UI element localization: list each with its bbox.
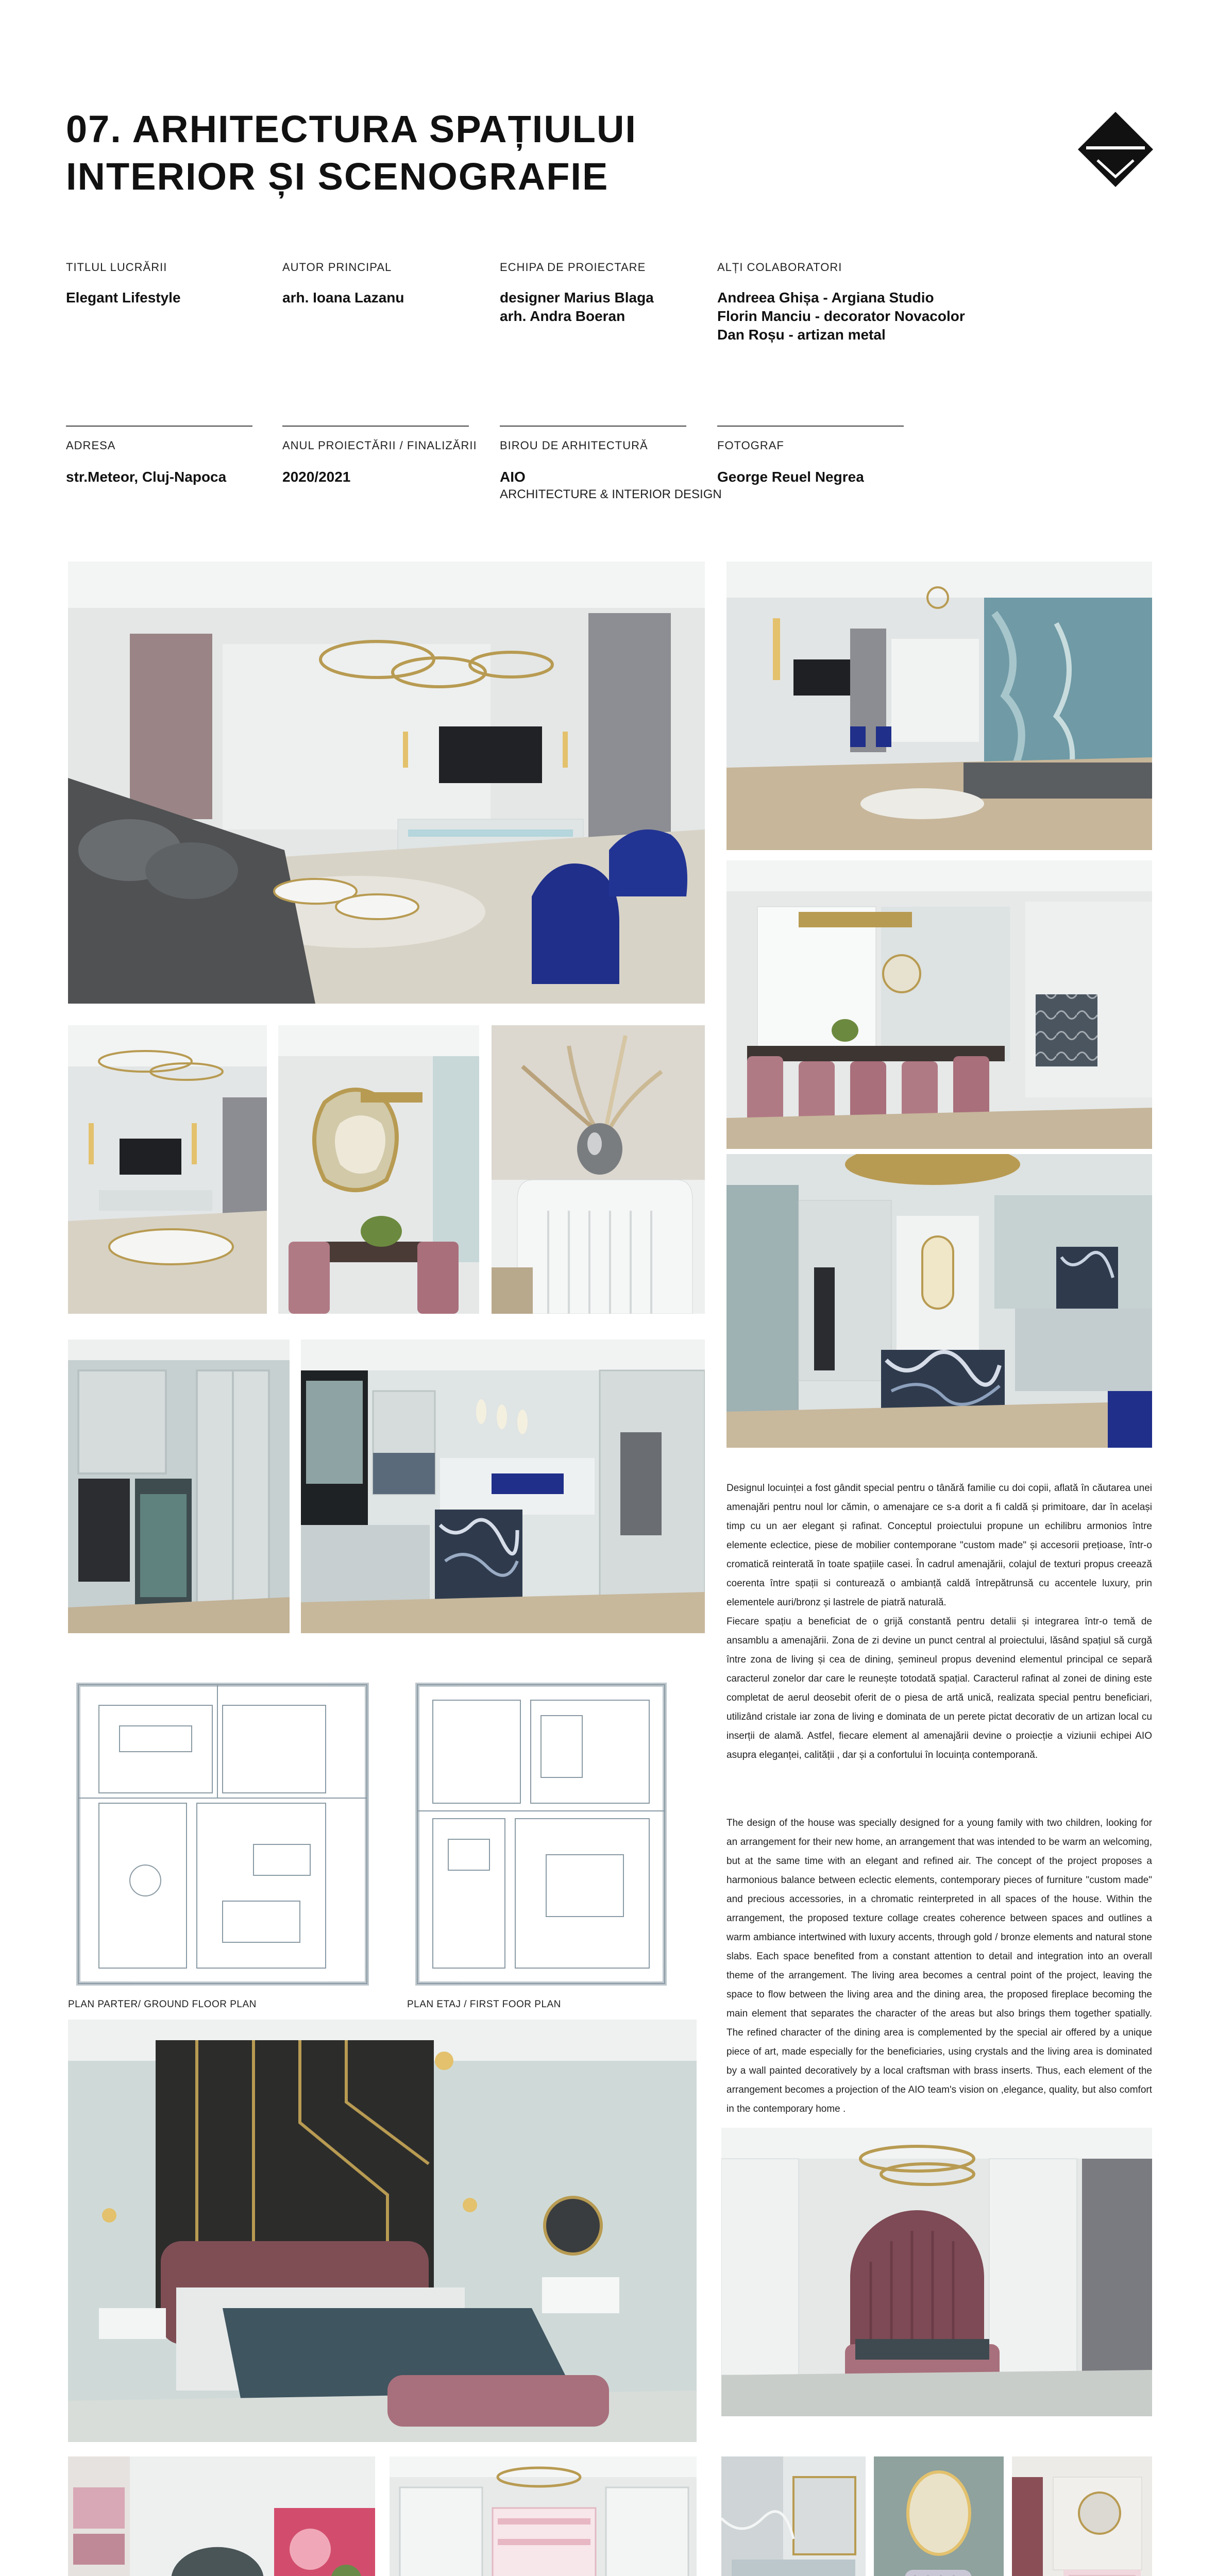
echipa-value-1: designer Marius Blaga xyxy=(500,290,654,306)
birou-value: AIO xyxy=(500,469,526,485)
ground-floor-plan xyxy=(68,1674,377,1994)
photo-kitchen-island xyxy=(726,1154,1152,1448)
birou-sub: ARCHITECTURE & INTERIOR DESIGN xyxy=(500,487,722,501)
photo-kitchen-cabinets xyxy=(68,1340,290,1633)
first-floor-plan-label: PLAN ETAJ / FIRST FOOR PLAN xyxy=(407,1999,561,2010)
description-en-paragraph: The design of the house was specially designed for a young family with two children, looking for an arrangement for their new home, an arrangement that was intended to be warm an welcoming, but at the same time with an elegant and refined air. The concept of the project proposes a harmonious balance between eclectic elements, contemporary pieces of furniture "custom made" and precious accessories, in a chromatic reinterpreted in all spaces of the house. Within the arrangement, the proposed texture collage creates coherence between spaces and outlines a warm ambiance intertwined with luxury accents, through gold / bronze elements and natural stone slabs. Each space benefited from a constant attention to detail and integration into an overall theme of the arrangement. The living area becomes a central point of the project, leaving the space to flow between the living area and the dining area, the proposed fireplace becoming the main element that separates the character of the areas but also brings them together spatially. The refined character of the dining area is complemented by the special air offered by a unique piece of art, made especially for the beneficiaries, using crystals and the living area is dominated by a wall painted decoratively by a local craftsman with brass inserts. Thus, each element of the arrangement becomes a projection of the AIO team's vision on ,elegance, quality, but also comfort in the contemporary home . xyxy=(726,1818,1152,2114)
divider xyxy=(282,426,469,427)
divider xyxy=(717,426,904,427)
echipa-label: ECHIPA DE PROIECTARE xyxy=(500,261,646,274)
photo-arch-bed xyxy=(721,2128,1152,2416)
colab-value-1: Andreea Ghișa - Argiana Studio xyxy=(717,290,934,306)
ground-floor-plan-label: PLAN PARTER/ GROUND FLOOR PLAN xyxy=(68,1999,257,2010)
titlu-label: TITLUL LUCRĂRII xyxy=(66,261,167,274)
photo-kitchen-wide xyxy=(301,1340,705,1633)
description-en xyxy=(726,1814,1152,2119)
colab-value-3: Dan Roșu - artizan metal xyxy=(717,327,886,343)
page-title xyxy=(66,106,942,200)
photo-dining xyxy=(726,860,1152,1149)
colab-value-2: Florin Manciu - decorator Novacolor xyxy=(717,308,965,324)
an-value: 2020/2021 xyxy=(282,469,351,485)
an-label: ANUL PROIECTĂRII / FINALIZĂRII xyxy=(282,439,477,452)
adresa-label: ADRESA xyxy=(66,439,116,452)
diamond-logo-icon xyxy=(1077,111,1154,188)
photo-master-bedroom xyxy=(68,2020,697,2442)
birou-label: BIROU DE ARHITECTURĂ xyxy=(500,439,648,452)
echipa-value-2: arh. Andra Boeran xyxy=(500,308,626,324)
description-ro-paragraph-2: Fiecare spațiu a beneficiat de o grijă constantă pentru detalii și integrarea într-o temă de ansamblu a amenajării. Zona de zi devine un punct central al proiectului, lăsând spațiul să curgă între zona de living și cea de dining, șemineul propus devenind elementul principal ce separă caracterul zonelor dar care le reunește totodată spațial. Caracterul rafinat al zonei de dining este completat de aerul deosebit oferit de o piesa de artă unică, realizata special pentru beneficiari, utilizând cristale iar zona de living e dominata de un perete pictat decorativ de un artizan local cu inserții de alamă. Astfel, fiecare element al amenajării devine o proiecție a viziunii echipei AIO asupra eleganței, calității , dar și a confortului în locuința contemporană. xyxy=(726,1616,1152,1760)
photo-girls-room xyxy=(68,2456,375,2576)
photo-wardrobe-desk xyxy=(390,2456,697,2576)
photo-bathroom-2 xyxy=(874,2456,1004,2576)
photo-vase-detail xyxy=(492,1025,705,1314)
photo-living-room xyxy=(68,562,705,1004)
photo-bathroom-3 xyxy=(1012,2456,1152,2576)
first-floor-plan xyxy=(407,1674,675,1994)
autor-value: arh. Ioana Lazanu xyxy=(282,290,404,306)
divider xyxy=(500,426,686,427)
photo-dining-art xyxy=(278,1025,479,1314)
photo-bathroom-1 xyxy=(721,2456,866,2576)
title-line-1: 07. ARHITECTURA SPAȚIULUI xyxy=(66,108,637,150)
description-ro xyxy=(726,1479,1152,1765)
autor-label: AUTOR PRINCIPAL xyxy=(282,261,392,274)
titlu-value: Elegant Lifestyle xyxy=(66,290,181,306)
title-line-2: INTERIOR ȘI SCENOGRAFIE xyxy=(66,155,609,198)
colab-label: ALȚI COLABORATORI xyxy=(717,261,842,274)
description-ro-paragraph-1: Designul locuinței a fost gândit special pentru o tânără familie cu doi copii, aflată în căutarea unei amenajări pentru noul lor cămin, o amenajare ce s-a dorit a fi caldă și primitoare, dar în același timp cu un aer elegant și rafinat. Conceptul proiectului propune un echilibru armonios între elemente eclectice, piese de mobilier contemporane "custom made" și accesorii prețioase, într-o cromatică reinterată în toate spațiile casei. În cadrul amenajării, colajul de texturi propus creează coerenta între spații si conturează o ambianță caldă întrepătrunsă cu accentele luxury, prin elementele auri/bronz și lastrele de piatră naturală. xyxy=(726,1483,1152,1608)
photo-living-wide xyxy=(726,562,1152,850)
photo-living-tv xyxy=(68,1025,267,1314)
adresa-value: str.Meteor, Cluj-Napoca xyxy=(66,469,227,485)
foto-value: George Reuel Negrea xyxy=(717,469,864,485)
foto-label: FOTOGRAF xyxy=(717,439,784,452)
divider xyxy=(66,426,252,427)
